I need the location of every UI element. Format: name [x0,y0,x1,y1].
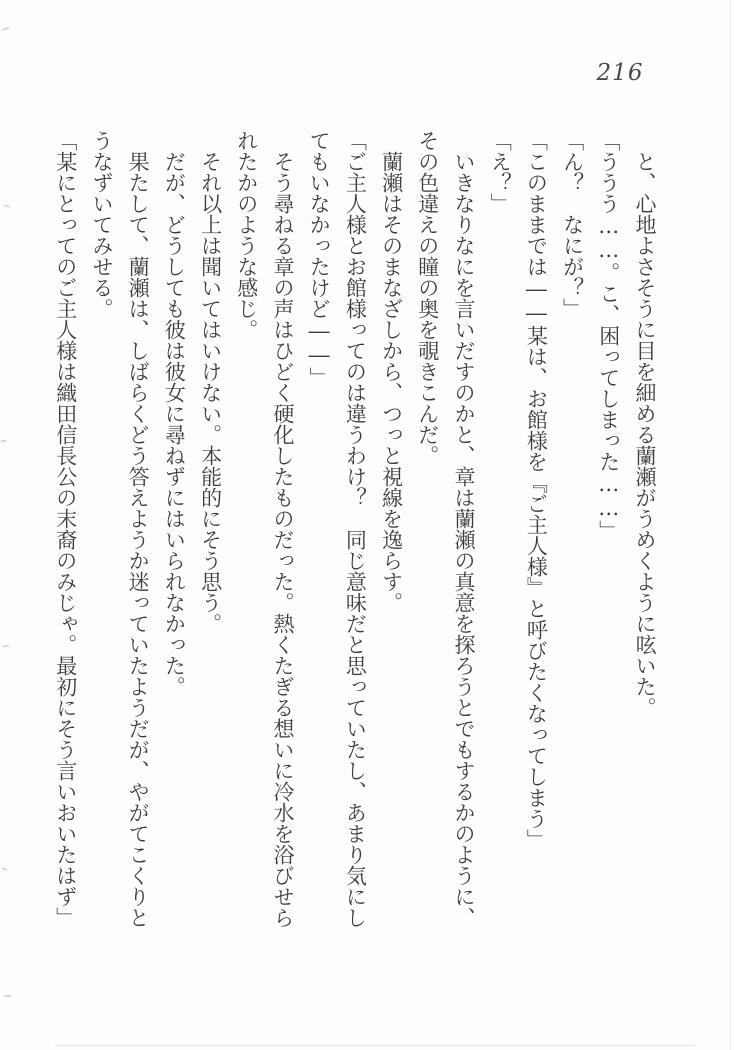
scan-artifact [2,867,7,870]
text-line: 「え？」 [488,130,513,214]
text-line: いきなりなにを言いだすのかと、章は蘭瀬の真意を探ろうとでもするかのように、 [451,151,476,928]
text-line: 果たして、蘭瀬は、しばらくどう答えようか迷っていたようだが、やがてこくりと [126,151,151,928]
scan-artifact [3,644,9,647]
text-line: れたかのような感じ。 [234,130,259,340]
text-line: その色違えの瞳の奥を覗きこんだ。 [415,130,440,466]
page-number: 216 [596,60,644,86]
text-line: うなずいてみせる。 [89,130,114,319]
text-line: 蘭瀬はそのまなざしから、つっと視線を逸らす。 [379,151,404,613]
text-line: 「ん？ なにが？」 [560,130,585,319]
text-line: 「ううう……。こ、困ってしまった……」 [596,130,621,541]
scan-artifact [1,440,6,442]
text-line: それ以上は聞いてはいけない。本能的にそう思う。 [198,151,223,634]
text-line: 「このままでは――某は、お館様を『ご主人様』と呼びたくなってしまう」 [524,130,549,850]
page-edge-line [55,1045,695,1046]
text-line: 「ご主人様とお館様ってのは違うわけ？ 同じ意味だと思っていたし、あまり気にし [343,130,368,928]
page-edge-line [730,0,731,1050]
scan-artifact [4,204,10,207]
text-line: と、心地よさそうに目を細める蘭瀬がうめくように呟いた。 [633,151,657,718]
scan-artifact [4,995,11,997]
body-text [48,130,663,932]
text-line: だが、どうしても彼は彼女に尋ねずにはいられなかった。 [162,151,187,697]
text-line: そう尋ねる章の声はひどく硬化したものだった。熱くたぎる想いに冷水を浴びせら [270,151,295,928]
text-line: 「某にとってのご主人様は織田信長公の末裔のみじゃ。最初にそう言いおいたはず」 [53,130,78,928]
text-line: てもいなかったけど――」 [307,130,332,388]
scan-artifact [2,27,9,31]
